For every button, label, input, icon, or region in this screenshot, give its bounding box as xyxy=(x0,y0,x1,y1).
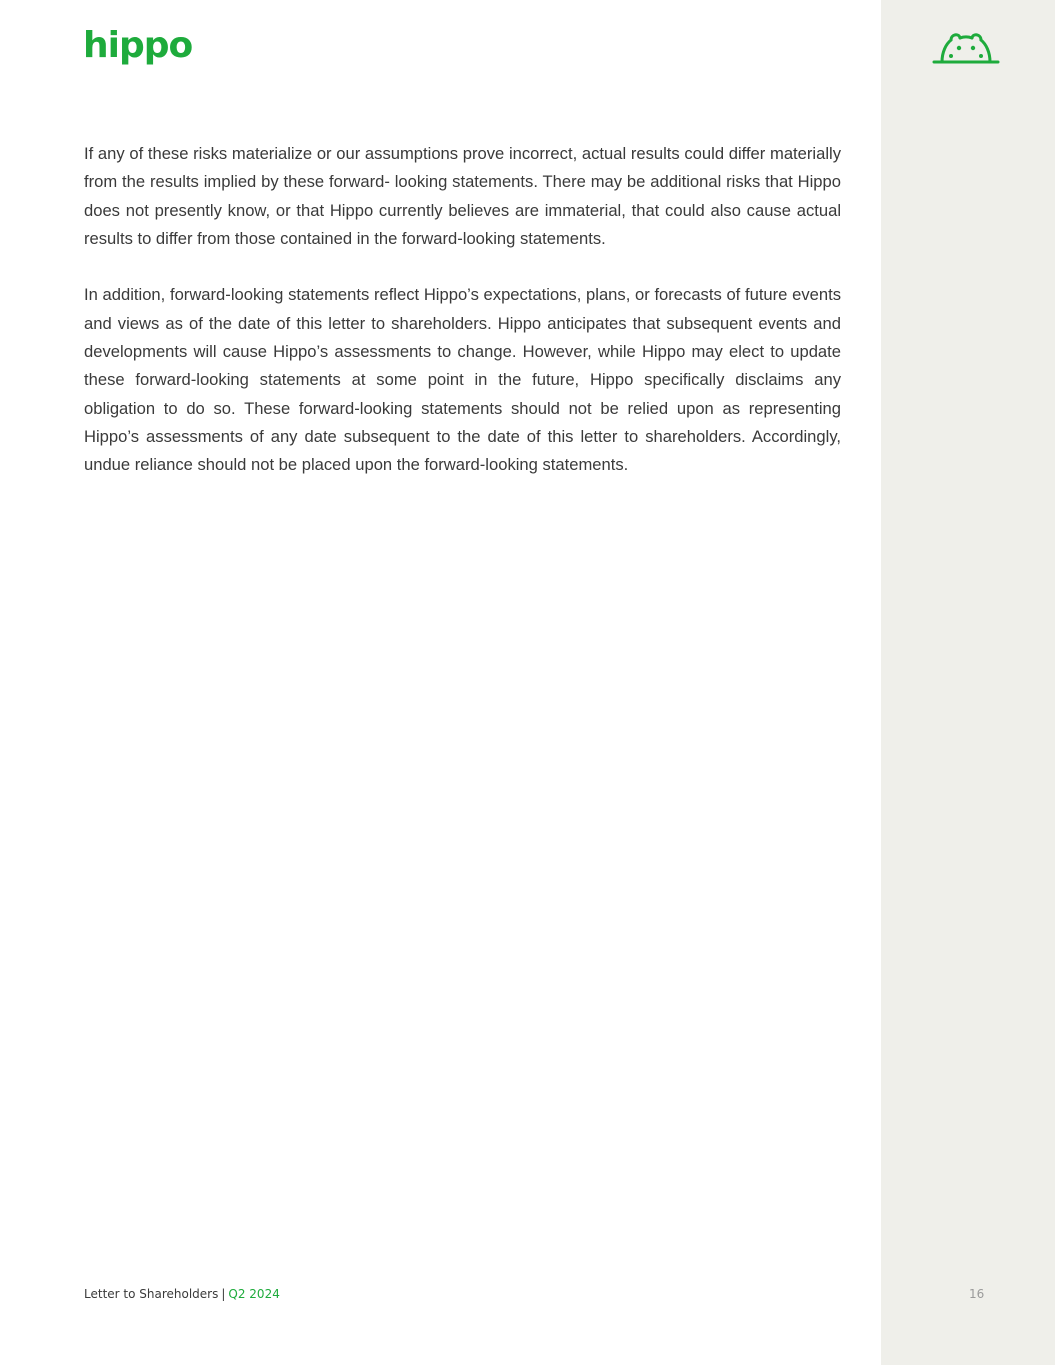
document-body xyxy=(84,140,841,508)
footer-document-title: Letter to Shareholders xyxy=(84,1287,219,1301)
footer-separator: | xyxy=(221,1287,226,1301)
page-number: 16 xyxy=(969,1287,985,1301)
page-footer xyxy=(84,1287,280,1301)
hippo-logo: hippo xyxy=(83,25,193,66)
body-paragraph-2: In addition, forward-looking statements reflect Hippo’s expectations, plans, or forecasts of future events and views as of the date of this letter to shareholders. Hippo anticipates that subsequent events and developments will cause Hippo’s assessments to change. However, while Hippo may elect to update these forward-looking statements at some point in the future, Hippo specifically disclaims any obligation to do so. These forward-looking statements should not be relied upon as representing Hippo’s assessments of any date subsequent to the date of this letter to shareholders. Accordingly, undue reliance should not be placed upon the forward-looking statements. xyxy=(84,285,841,475)
body-paragraph-1: If any of these risks materialize or our assumptions prove incorrect, actual results could differ materially from the results implied by these forward- looking statements. There may be additional risks that Hippo does not presently know, or that Hippo currently believes are immaterial, that could also cause actual results to differ from those contained in the forward-looking statements. xyxy=(84,144,841,248)
hippo-face-icon xyxy=(932,30,1000,66)
right-sidebar-panel xyxy=(881,0,1055,1365)
footer-quarter: Q2 2024 xyxy=(228,1287,280,1301)
